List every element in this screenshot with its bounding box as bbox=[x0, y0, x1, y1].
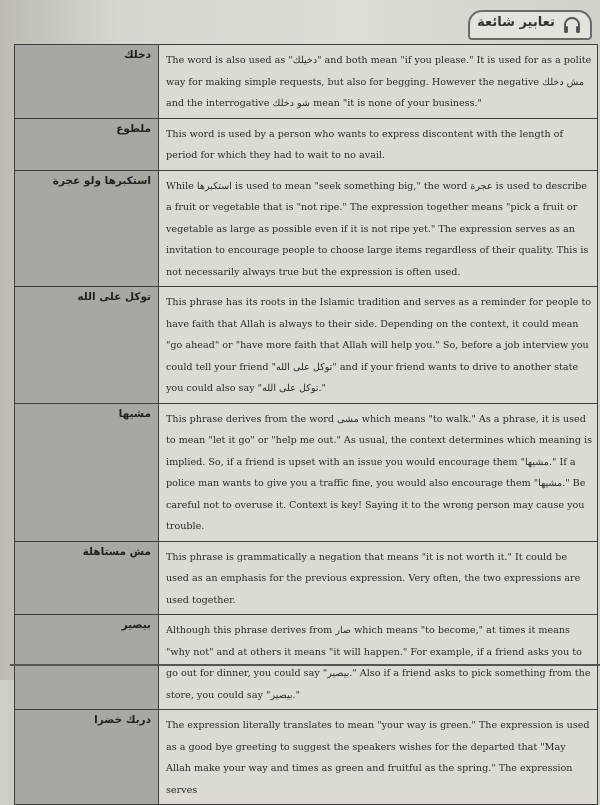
section-title: تعابير شائعة bbox=[477, 15, 555, 30]
description-text: This phrase has its roots in the Islamic tradition and serves as a reminder for people to have faith that Allah is always to their side. Depending on the context, it could mean "go ahead" or "have more faith that Allah will help you." So, before a job interview you could tell your friend "توكل على الله" and if your friend wants to drive to another state you could also say "توكل على الله." bbox=[166, 297, 592, 394]
description-cell bbox=[159, 287, 598, 404]
description-cell bbox=[159, 45, 598, 119]
description-text: Although this phrase derives from صار which means "to become," at times it means "why not" and at others it means "it will happen." For example, if a friend asks you to go out for dinner, you could say "بيصير." Also if a friend asks to pick something from the store, you could say "بيصير." bbox=[166, 625, 591, 701]
description-text: While استكبرها is used to mean "seek something big," the word عجرة is used to describe a fruit or vegetable that is "not ripe." The expression together means "pick a fruit or vegetable as large as possible even if it is not ripe yet." The expression serves as an invitation to encourage people to choose large items regardless of their quality. This is not necessarily always true but the expression is often used. bbox=[166, 180, 589, 278]
headphones-icon bbox=[562, 15, 582, 35]
term-cell bbox=[15, 403, 159, 541]
description-text: The word is also used as "دخيلك" and both mean "if you please." It is used for as a polite way for making simple requests, but also for begging. However the negative مش دخلك and the interrogative شو دخلك mean "it is none of your business." bbox=[166, 55, 592, 109]
term-cell bbox=[15, 710, 159, 805]
section-header-badge bbox=[468, 10, 592, 40]
arabic-term: استكبرها ولو عجرة bbox=[52, 174, 151, 187]
term-cell bbox=[15, 45, 159, 119]
table-row bbox=[15, 403, 598, 541]
arabic-term: بيصير bbox=[121, 619, 151, 631]
table-row bbox=[15, 287, 598, 404]
term-cell bbox=[15, 170, 159, 287]
term-cell bbox=[15, 118, 159, 170]
arabic-term: دخلك bbox=[123, 49, 151, 61]
table-row bbox=[15, 170, 598, 287]
arabic-term: مش مستاهلة bbox=[82, 545, 151, 558]
table-row bbox=[15, 118, 598, 170]
page-bottom-divider bbox=[10, 664, 600, 666]
description-cell bbox=[159, 615, 598, 710]
arabic-term: مشيها bbox=[118, 407, 151, 420]
arabic-term: توكل على الله bbox=[77, 291, 151, 303]
arabic-term: ملطوع bbox=[116, 122, 151, 135]
description-cell bbox=[159, 541, 598, 615]
description-text: This phrase is grammatically a negation that means "it is not worth it." It could be used as an emphasis for the previous expression. Very often, the two expressions are used together. bbox=[166, 551, 581, 606]
description-text: This phrase derives from the word مشى which means "to walk." As a phrase, it is used to mean "let it go" or "help me out." As usual, the context determines which meaning is implied. So, if a friend is upset with an issue you would encourage them "مشيها." If a police man wants to give you a traffic fine, you would also encourage them "مشيها." Be careful not to overuse it. Context is key! Saying it to the wrong person may cause you trouble. bbox=[166, 413, 593, 532]
arabic-term: دربك خضرا bbox=[94, 714, 151, 726]
term-cell bbox=[15, 615, 159, 710]
table-row bbox=[15, 45, 598, 119]
term-cell bbox=[15, 287, 159, 404]
table-row bbox=[15, 541, 598, 615]
table-row bbox=[15, 710, 598, 805]
description-text: The expression literally translates to mean "your way is green." The expression is used as a good bye greeting to suggest the speakers wishes for the departed that "May Allah make your way and times as green and fruitful as the spring." The expression serves bbox=[166, 720, 590, 796]
description-cell bbox=[159, 170, 598, 287]
term-cell bbox=[15, 541, 159, 615]
description-text: This word is used by a person who wants to express discontent with the length of period for which they had to wait to no avail. bbox=[166, 128, 564, 161]
expressions-table bbox=[14, 44, 598, 805]
description-cell bbox=[159, 403, 598, 541]
description-cell bbox=[159, 118, 598, 170]
table-row bbox=[15, 615, 598, 710]
description-cell bbox=[159, 710, 598, 805]
